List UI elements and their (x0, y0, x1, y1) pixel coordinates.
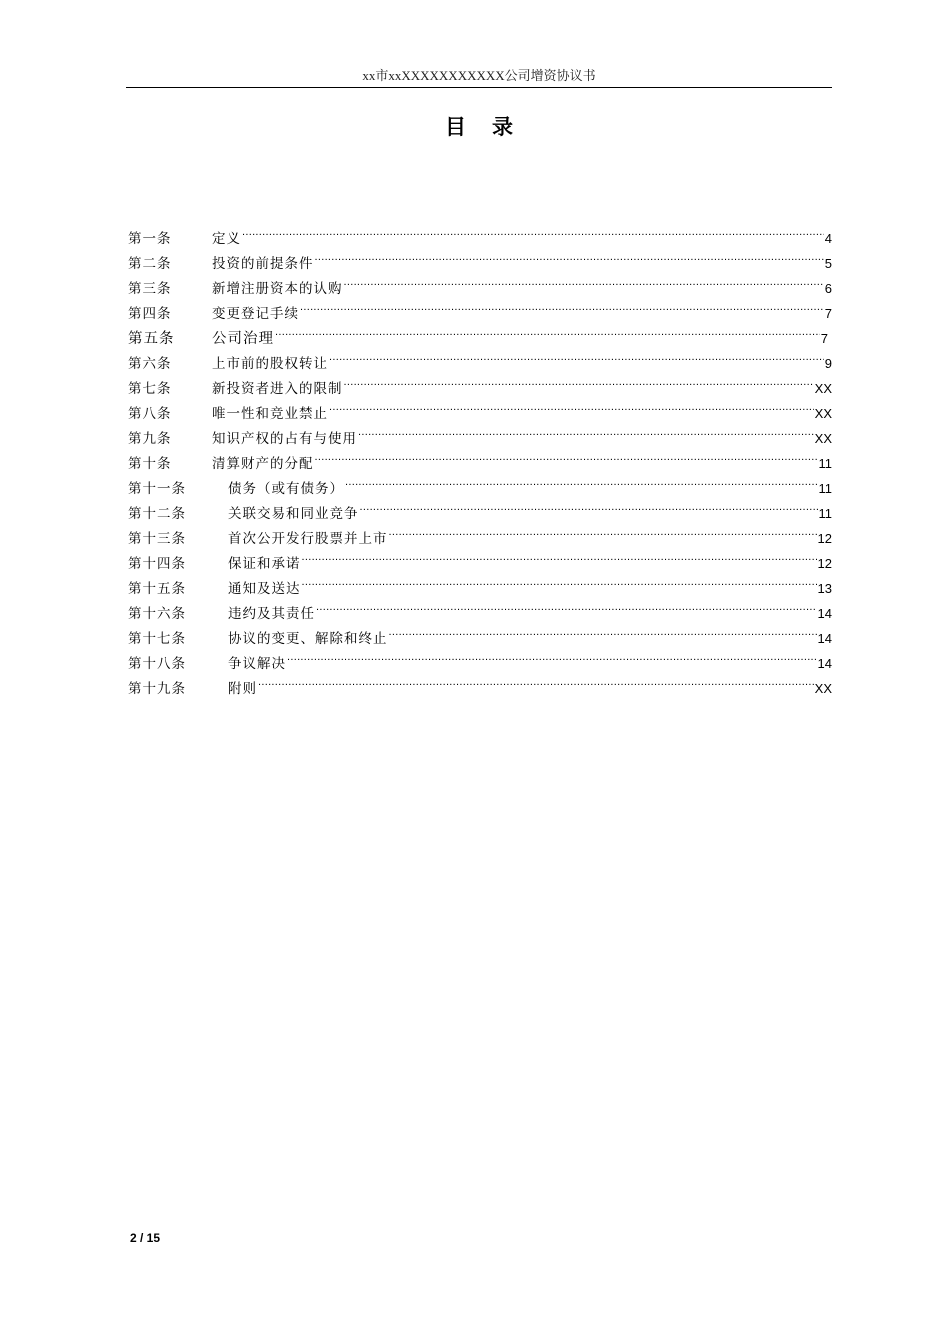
toc-dot-leader (258, 668, 814, 693)
page-number: 2 / 15 (130, 1231, 161, 1245)
toc-entry-title: 违约及其责任 (228, 606, 315, 622)
toc-entry-number: 第十三条 (128, 531, 186, 547)
toc-entry-title: 关联交易和同业竞争 (228, 506, 359, 522)
toc-dot-leader (287, 643, 817, 668)
toc-entry-page: 14 (817, 656, 832, 671)
toc-dot-leader (302, 543, 817, 568)
toc-entry-page: 13 (817, 581, 832, 596)
toc-entry-number: 第二条 (128, 256, 172, 272)
toc-entry-page: 11 (818, 456, 832, 471)
toc-entry-number: 第十六条 (128, 606, 186, 622)
toc-entry-title: 首次公开发行股票并上市 (228, 531, 388, 547)
toc-dot-leader (242, 218, 824, 243)
toc-entry-title: 上市前的股权转让 (212, 356, 328, 372)
toc-entry-page: 11 (818, 481, 832, 496)
toc-entry-title: 投资的前提条件 (212, 256, 314, 272)
toc-dot-leader (316, 593, 817, 618)
toc-entry-number: 第十九条 (128, 681, 186, 697)
toc-entry-page: 12 (817, 531, 832, 546)
toc-entry-page: 14 (817, 606, 832, 621)
toc-entry-page: 7 (820, 331, 828, 346)
toc-entry-title: 协议的变更、解除和终止 (228, 631, 388, 647)
toc-dot-leader (358, 418, 814, 443)
toc-entry-title: 清算财产的分配 (212, 456, 314, 472)
toc-entry-page: XX (814, 381, 832, 396)
toc-entry-number: 第四条 (128, 306, 172, 322)
toc-entry-title: 争议解决 (228, 656, 286, 672)
toc-entry-title: 债务（或有债务） (228, 481, 344, 497)
toc-entry-number: 第六条 (128, 356, 172, 372)
toc-entry-page: 9 (824, 356, 832, 371)
toc-dot-leader (344, 268, 824, 293)
toc-entry-number: 第七条 (128, 381, 172, 397)
toc-dot-leader (389, 618, 817, 643)
toc-entry-number: 第十二条 (128, 506, 186, 522)
toc-entry-number: 第十七条 (128, 631, 186, 647)
toc-entry-page: 6 (824, 281, 832, 296)
toc-entry-title: 附则 (228, 681, 257, 697)
toc-entry-number: 第十五条 (128, 581, 186, 597)
header-rule (126, 87, 832, 88)
toc-entry-page: 12 (817, 556, 832, 571)
toc-entry-title: 通知及送达 (228, 581, 301, 597)
toc-entry-title: 新投资者进入的限制 (212, 381, 343, 397)
toc-entry-number: 第九条 (128, 431, 172, 447)
toc-entry-number: 第十八条 (128, 656, 186, 672)
toc-entry-page: XX (814, 681, 832, 696)
toc-dot-leader (389, 518, 817, 543)
toc-entry-number: 第十四条 (128, 556, 186, 572)
toc-dot-leader (302, 568, 817, 593)
toc-entry-page: 11 (818, 506, 832, 521)
toc-entry-page: XX (814, 406, 832, 421)
toc-entry-title: 保证和承诺 (228, 556, 301, 572)
toc-dot-leader (360, 493, 818, 518)
toc-entry-number: 第八条 (128, 406, 172, 422)
toc-entry-page: 7 (824, 306, 832, 321)
toc-entry-title: 新增注册资本的认购 (212, 281, 343, 297)
toc-entry-number: 第十条 (128, 456, 172, 472)
toc-dot-leader (315, 243, 824, 268)
toc-dot-leader (345, 468, 818, 493)
toc-dot-leader (344, 368, 814, 393)
toc-list (128, 218, 832, 697)
toc-entry-page: 14 (817, 631, 832, 646)
toc-entry-number: 第一条 (128, 231, 172, 247)
toc-dot-leader (300, 293, 824, 318)
running-header: xx市xxXXXXXXXXXXX公司增资协议书 (362, 68, 596, 83)
toc-entry-number: 第五条 (128, 331, 175, 347)
toc-entry-page: 4 (824, 231, 832, 246)
toc-entry-title: 唯一性和竞业禁止 (212, 406, 328, 422)
toc-entry-number: 第十一条 (128, 481, 186, 497)
toc-title: 目录 (445, 115, 539, 139)
toc-dot-leader (275, 318, 820, 343)
toc-entry[interactable] (128, 218, 832, 247)
toc-dot-leader (329, 393, 814, 418)
toc-entry-title: 知识产权的占有与使用 (212, 431, 357, 447)
toc-entry-page: 5 (824, 256, 832, 271)
toc-entry-page: XX (814, 431, 832, 446)
toc-entry-title: 变更登记手续 (212, 306, 299, 322)
toc-entry-number: 第三条 (128, 281, 172, 297)
toc-entry-title: 公司治理 (212, 331, 274, 347)
toc-dot-leader (329, 343, 824, 368)
toc-entry-title: 定义 (212, 231, 241, 247)
toc-dot-leader (315, 443, 818, 468)
